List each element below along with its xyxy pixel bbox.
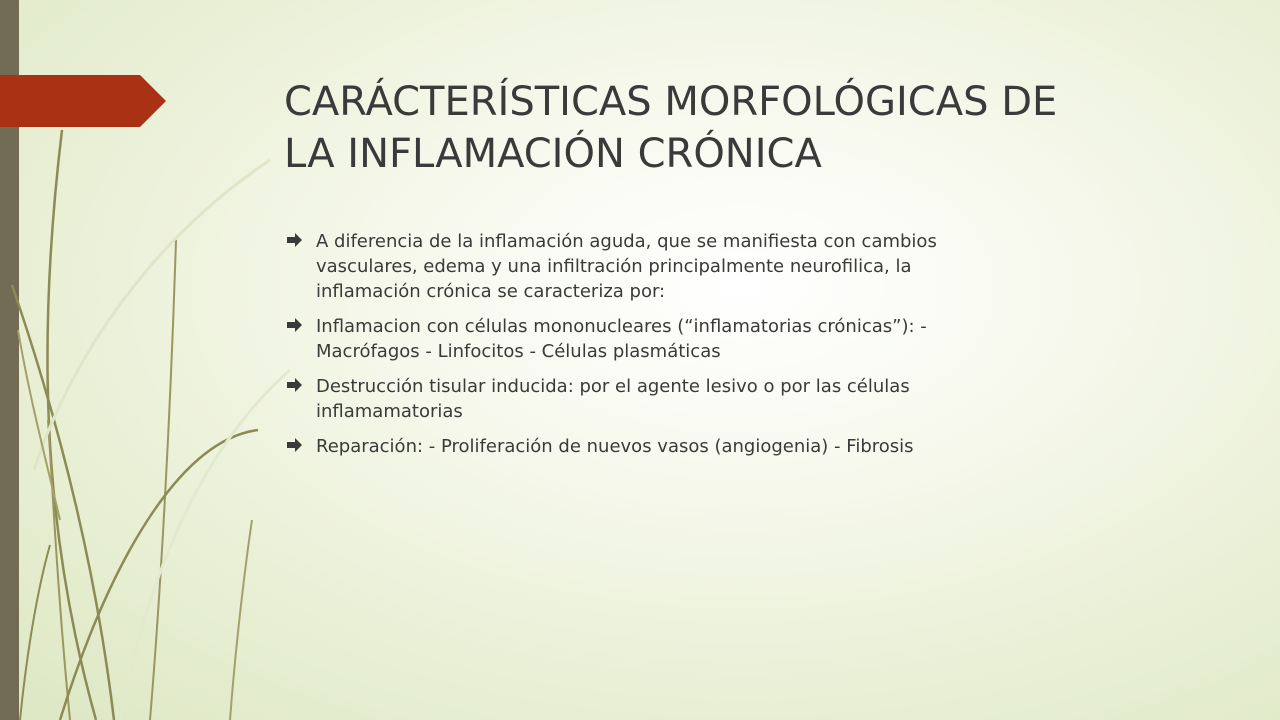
bullet-text-line: A diferencia de la inflamación aguda, que se manifiesta con cambios xyxy=(316,231,937,252)
bullet-item xyxy=(286,374,1086,424)
bullet-text-line: Destrucción tisular inducida: por el agente lesivo o por las células xyxy=(316,376,910,397)
arrow-right-icon xyxy=(286,378,302,392)
bullet-text-line: Inflamacion con células mononucleares (“inflamatorias crónicas”): - xyxy=(316,316,927,337)
arrow-right-icon xyxy=(286,318,302,332)
bullet-item xyxy=(286,434,1086,459)
title-line: LA INFLAMACIÓN CRÓNICA xyxy=(284,131,822,177)
title-line: CARÁCTERÍSTICAS MORFOLÓGICAS DE xyxy=(284,79,1058,125)
arrow-right-icon xyxy=(286,233,302,247)
bullet-text-line: Reparación: - Proliferación de nuevos vasos (angiogenia) - Fibrosis xyxy=(316,436,914,457)
bullet-text-line: inflamamatorias xyxy=(316,401,463,422)
bullet-item xyxy=(286,314,1086,364)
bullet-text-line: Macrófagos - Linfocitos - Células plasmáticas xyxy=(316,341,721,362)
bullet-item xyxy=(286,229,1086,304)
slide-title xyxy=(284,76,1244,180)
bullet-text-line: inflamación crónica se caracteriza por: xyxy=(316,281,666,302)
bullet-text-line: vasculares, edema y una infiltración principalmente neurofilica, la xyxy=(316,256,912,277)
bullet-list xyxy=(286,229,1086,469)
arrow-right-icon xyxy=(286,438,302,452)
